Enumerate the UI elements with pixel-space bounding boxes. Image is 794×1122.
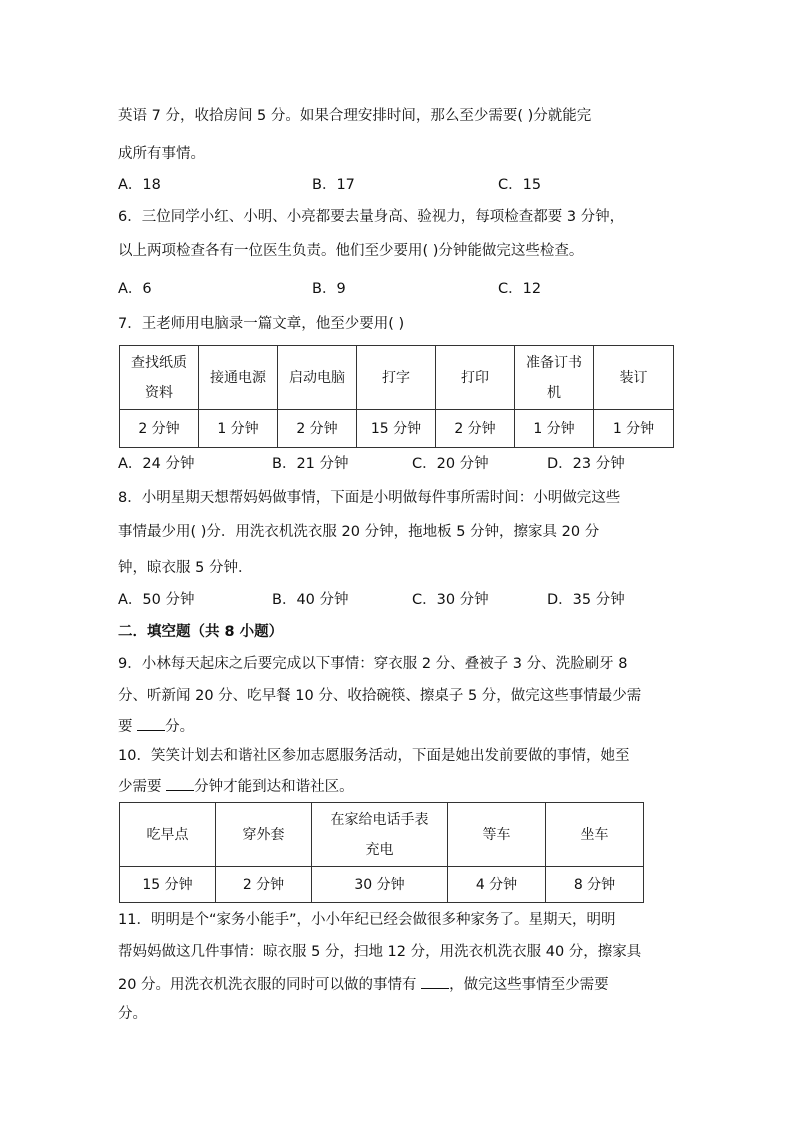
q6-line-2: 以上两项检查各有一位医生负责。他们至少要用( )分钟能做完这些检查。: [118, 243, 584, 259]
answer-blank[interactable]: [166, 776, 194, 791]
q10-value-row: [120, 867, 644, 903]
q10-header-cell: 坐车: [546, 803, 644, 867]
q7-header-cell: 装订: [594, 346, 674, 410]
q9-line-1: 9．小林每天起床之后要完成以下事情：穿衣服 2 分、叠被子 3 分、洗脸刷牙 8: [118, 656, 628, 672]
q5-option-b: B．17: [312, 177, 355, 193]
q11-line-2: 帮妈妈做这几件事情：晾衣服 5 分，扫地 12 分，用洗衣机洗衣服 40 分，擦家具: [118, 944, 642, 960]
q10-header-row: [120, 803, 644, 867]
q8-line-3: 钟，晾衣服 5 分钟．: [118, 560, 253, 576]
q11-line-4: 分。: [118, 1006, 147, 1022]
q10-header-cell: 等车: [448, 803, 546, 867]
q5-line-1: 英语 7 分，收拾房间 5 分。如果合理安排时间，那么至少需要( )分就能完: [118, 108, 592, 124]
q7-option-d: D．23 分钟: [547, 456, 625, 472]
q5-line-2: 成所有事情。: [118, 146, 205, 162]
q5-option-a: A．18: [118, 177, 161, 193]
q7-value-row: [120, 410, 674, 448]
q7-header-cell: 查找纸质 资料: [120, 346, 199, 410]
q8-option-a: A．50 分钟: [118, 592, 195, 608]
answer-blank[interactable]: [137, 716, 165, 731]
q8-option-b: B．40 分钟: [272, 592, 349, 608]
q6-option-b: B．9: [312, 281, 346, 297]
q9-line-2: 分、听新闻 20 分、吃早餐 10 分、收拾碗筷、擦桌子 5 分，做完这些事情最少需: [118, 688, 642, 704]
q11-line-3: 20 分。用洗衣机洗衣服的同时可以做的事情有 ，做完这些事情至少需要: [118, 974, 609, 995]
q7-option-c: C．20 分钟: [412, 456, 489, 472]
q7-header-cell: 打印: [436, 346, 515, 410]
q7-value-cell: 2 分钟: [436, 410, 515, 448]
q7-value-cell: 1 分钟: [594, 410, 674, 448]
q7-header-cell: 接通电源: [199, 346, 278, 410]
q5-option-c: C．15: [498, 177, 542, 193]
q10-value-cell: 4 分钟: [448, 867, 546, 903]
q10-value-cell: 2 分钟: [216, 867, 312, 903]
q10-line-2: 少需要 分钟才能到达和谐社区。: [118, 776, 354, 797]
q7-option-b: B．21 分钟: [272, 456, 349, 472]
q10-header-cell: 在家给电话手表 充电: [312, 803, 448, 867]
q7-value-cell: 2 分钟: [120, 410, 199, 448]
q7-header-cell: 准备订书 机: [515, 346, 594, 410]
q7-time-table: [119, 345, 674, 448]
q7-value-cell: 1 分钟: [515, 410, 594, 448]
q11-line-1: 11．明明是个“家务小能手”，小小年纪已经会做很多种家务了。星期天，明明: [118, 912, 616, 928]
q10-value-cell: 8 分钟: [546, 867, 644, 903]
q7-value-cell: 2 分钟: [278, 410, 357, 448]
q6-option-c: C．12: [498, 281, 542, 297]
q8-line-2: 事情最少用( )分．用洗衣机洗衣服 20 分钟，拖地板 5 分钟，擦家具 20 分: [118, 524, 600, 540]
q7-stem: 7．王老师用电脑录一篇文章，他至少要用( ): [118, 316, 405, 332]
q8-line-1: 8．小明星期天想帮妈妈做事情，下面是小明做每件事所需时间：小明做完这些: [118, 490, 621, 506]
answer-blank[interactable]: [421, 974, 449, 989]
q7-header-row: [120, 346, 674, 410]
q7-value-cell: 1 分钟: [199, 410, 278, 448]
q6-option-a: A．6: [118, 281, 152, 297]
q8-option-d: D．35 分钟: [547, 592, 625, 608]
q7-value-cell: 15 分钟: [357, 410, 436, 448]
q7-option-a: A．24 分钟: [118, 456, 195, 472]
q10-header-cell: 穿外套: [216, 803, 312, 867]
q7-header-cell: 启动电脑: [278, 346, 357, 410]
q10-line-1: 10．笑笑计划去和谐社区参加志愿服务活动，下面是她出发前要做的事情，她至: [118, 748, 630, 764]
q10-value-cell: 30 分钟: [312, 867, 448, 903]
q9-line-3: 要 分。: [118, 716, 194, 737]
section-heading: 二．填空题（共 8 小题）: [118, 624, 284, 640]
q8-option-c: C．30 分钟: [412, 592, 489, 608]
q10-header-cell: 吃早点: [120, 803, 216, 867]
q10-time-table: [119, 802, 644, 903]
q7-header-cell: 打字: [357, 346, 436, 410]
q6-line-1: 6．三位同学小红、小明、小亮都要去量身高、验视力，每项检查都要 3 分钟，: [118, 209, 625, 225]
q10-value-cell: 15 分钟: [120, 867, 216, 903]
